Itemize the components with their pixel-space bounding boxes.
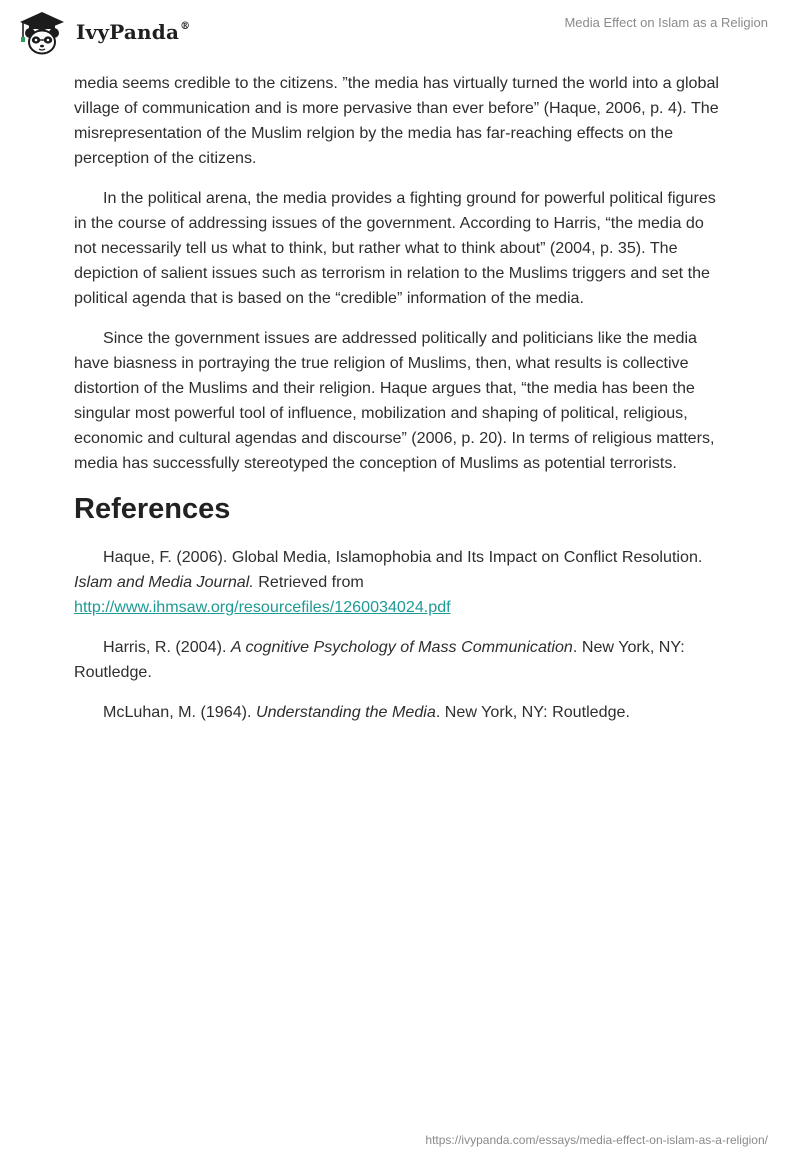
brand-name: IvyPanda®	[76, 20, 191, 44]
reference-book-title: Understanding the Media	[255, 703, 436, 721]
document-title: Media Effect on Islam as a Religion	[564, 15, 768, 30]
references-heading: References	[74, 493, 231, 525]
registered-mark: ®	[180, 21, 191, 33]
reference-link[interactable]: http://www.ihmsaw.org/resourcefiles/1260034024.pdf	[74, 598, 451, 616]
reference-text: . New York, NY: Routledge.	[435, 703, 630, 721]
body-paragraph-1: media seems credible to the citizens. ”the media has virtually turned the world into a global village of communication and is more pervasive than ever before” (Haque, 2006, p. 4). The misrepresentation of the Muslim relgion by the media has far-reaching effects on the perception of the citizens.	[74, 74, 719, 167]
reference-text: Haque, F. (2006). Global Media, Islamophobia and Its Impact on Conflict Resolution.	[103, 548, 703, 566]
reference-text: Retrieved from	[253, 573, 364, 591]
reference-item-haque	[74, 545, 726, 620]
footer-source-url: https://ivypanda.com/essays/media-effect-on-islam-as-a-religion/	[425, 1133, 768, 1147]
reference-item-harris	[74, 635, 726, 685]
ivypanda-logo[interactable]	[14, 8, 190, 58]
reference-text: McLuhan, M. (1964).	[103, 703, 256, 721]
page-header	[0, 0, 800, 70]
body-paragraph-2: In the political arena, the media provides a fighting ground for powerful political figures in the course of addressing issues of the government. According to Harris, “the media do not necessarily tell us what to think, but rather what to think about” (2004, p. 35). The depiction of salient issues such as terrorism in relation to the Muslims triggers and set the political agenda that is based on the “credible” information of the media.	[74, 189, 716, 307]
reference-text: . New York, NY: Routledge.	[74, 638, 685, 681]
reference-text: Harris, R. (2004).	[103, 638, 231, 656]
essay-content	[74, 71, 726, 740]
reference-item-mcluhan	[74, 700, 726, 725]
reference-journal-title: Islam and Media Journal.	[74, 573, 254, 591]
reference-book-title: A cognitive Psychology of Mass Communication	[230, 638, 573, 656]
panda-graduation-cap-icon	[14, 8, 70, 58]
body-paragraph-3: Since the government issues are addressed politically and politicians like the media have biasness in portraying the true religion of Muslims, then, what results is collective distortion of the Muslims and their religion. Haque argues that, “the media has been the singular most powerful tool of influence, mobilization and shaping of political, religious, economic and cultural agendas and discourse” (2006, p. 20). In terms of religious matters, media has successfully stereotyped the conception of Muslims as potential terrorists.	[74, 329, 715, 472]
